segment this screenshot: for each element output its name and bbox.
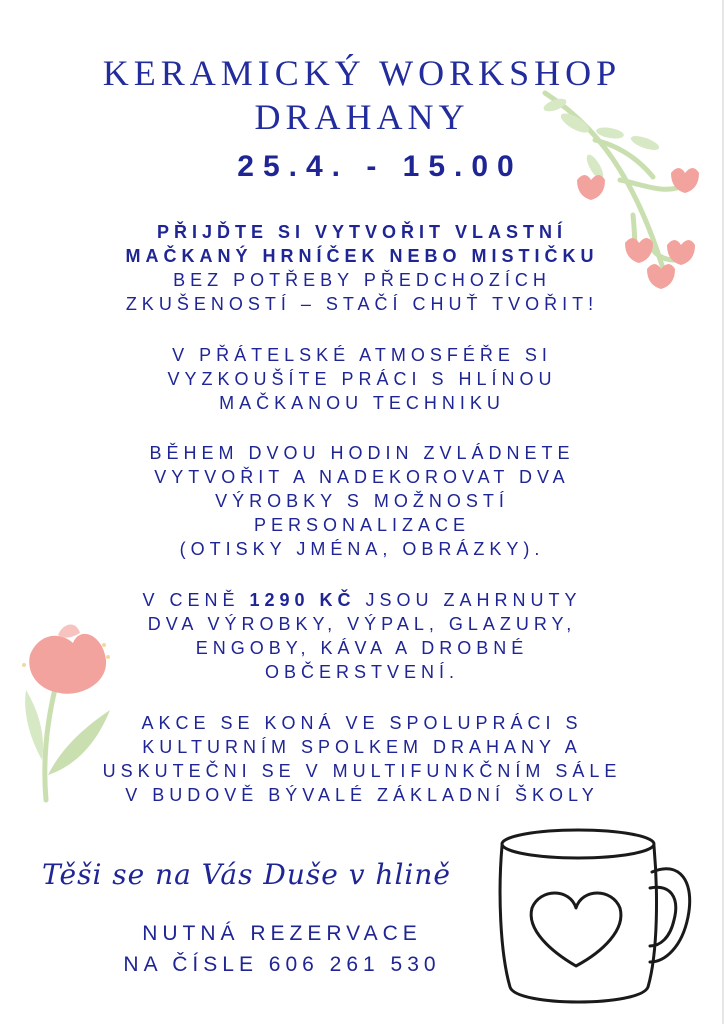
duration-line: VYTVOŘIT A NADEKOROVAT DVA [154, 467, 570, 487]
venue-line: V BUDOVĚ BÝVALÉ ZÁKLADNÍ ŠKOLY [125, 785, 599, 805]
duration-paragraph [0, 441, 724, 561]
atmosphere-line: VYZKOUŠÍTE PRÁCI S HLÍNOU [167, 369, 557, 389]
price-amount: 1290 KČ [249, 590, 356, 610]
mug-heart-icon [490, 822, 700, 1017]
event-date: 25.4. - 15.00 [237, 150, 523, 183]
price-line: DVA VÝROBKY, VÝPAL, GLAZURY, [147, 614, 577, 634]
venue-line: USKUTEČNI SE V MULTIFUNKČNÍM SÁLE [102, 761, 622, 781]
title-line-2: DRAHANY [254, 97, 470, 137]
intro-paragraph [0, 220, 724, 316]
duration-line: PERSONALIZACE [253, 515, 471, 535]
phone-number: NA ČÍSLE 606 261 530 [123, 953, 441, 976]
duration-line: (OTISKY JMÉNA, OBRÁZKY). [179, 539, 545, 559]
venue-line: AKCE SE KONÁ VE SPOLUPRÁCI S [141, 713, 583, 733]
duration-line: VÝROBKY S MOŽNOSTÍ [215, 491, 509, 511]
atmosphere-paragraph [0, 343, 724, 415]
price-line: OBČERSTVENÍ. [264, 662, 460, 682]
price-prefix: V CENĚ [142, 590, 250, 610]
intro-line: BEZ POTŘEBY PŘEDCHOZÍCH [173, 270, 551, 290]
venue-paragraph [0, 711, 724, 807]
price-line [0, 588, 724, 612]
intro-line: ZKUŠENOSTÍ – STAČÍ CHUŤ TVOŘIT! [125, 294, 599, 314]
signature: Těši se na Vás Duše v hlině [42, 858, 451, 891]
title-line-1: KERAMICKÝ WORKSHOP [102, 53, 622, 93]
price-line: ENGOBY, KÁVA A DROBNÉ [195, 638, 529, 658]
intro-line: MAČKANÝ HRNÍČEK NEBO MISTIČKU [125, 246, 599, 266]
duration-line: BĚHEM DVOU HODIN ZVLÁDNETE [149, 443, 575, 463]
intro-line: PŘIJĎTE SI VYTVOŘIT VLASTNÍ [156, 222, 568, 242]
price-suffix: JSOU ZAHRNUTY [355, 590, 582, 610]
atmosphere-line: V PŘÁTELSKÉ ATMOSFÉŘE SI [172, 345, 552, 365]
atmosphere-line: MAČKANOU TECHNIKU [219, 393, 505, 413]
reservation-note: NUTNÁ REZERVACE [142, 922, 422, 945]
venue-line: KULTURNÍM SPOLKEM DRAHANY A [142, 737, 582, 757]
